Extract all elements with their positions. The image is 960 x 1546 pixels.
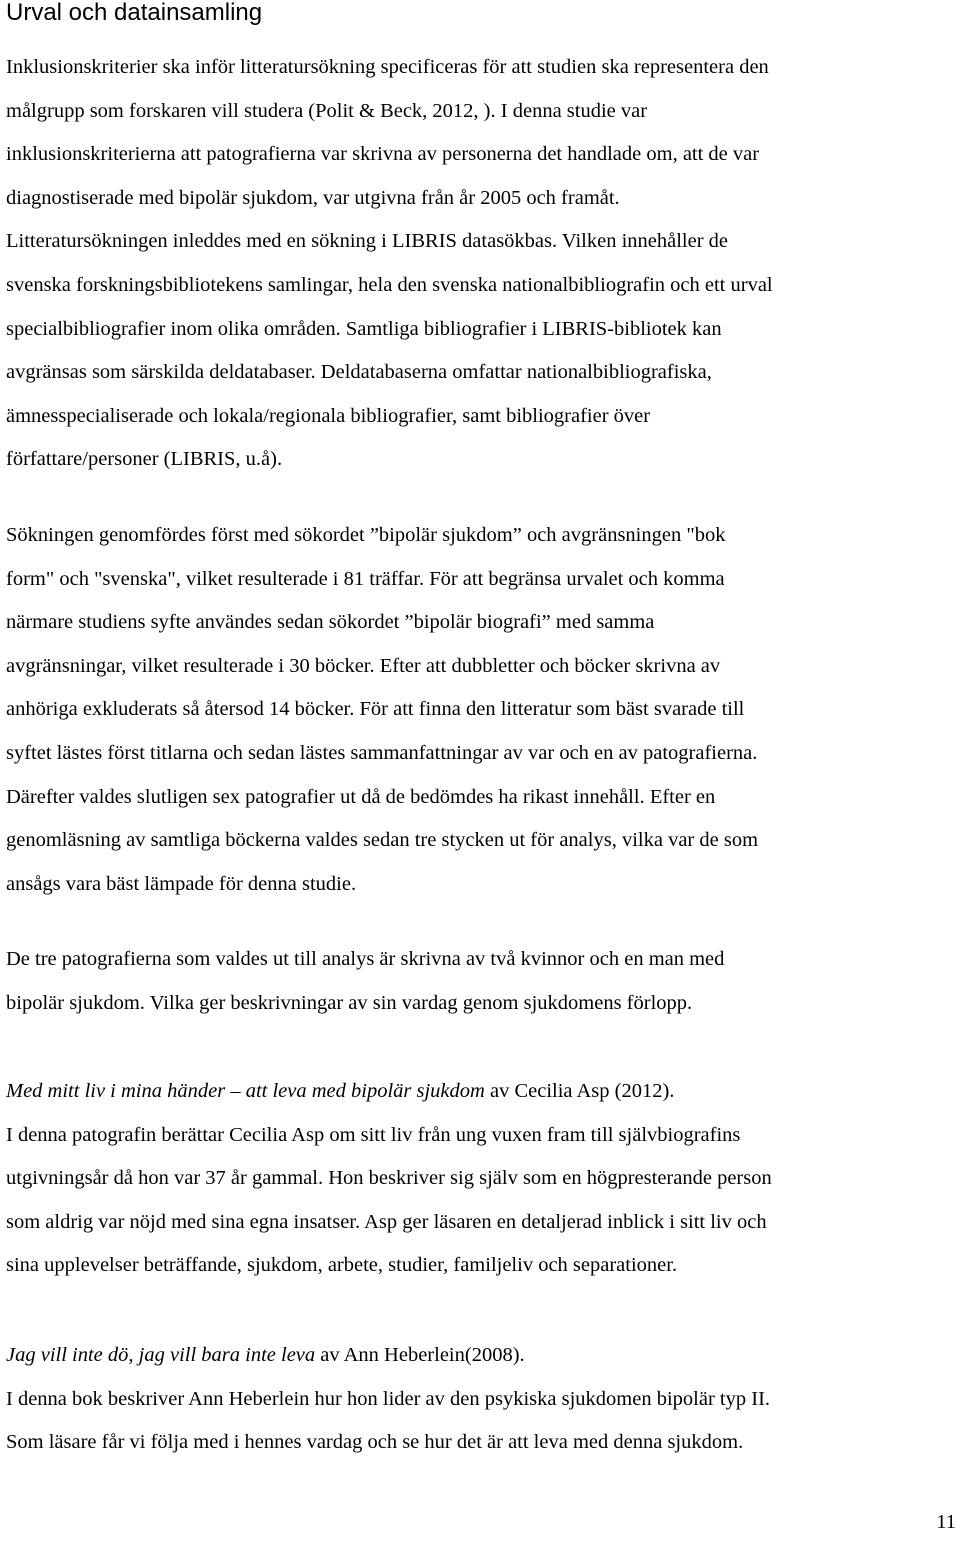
- text-line: Inklusionskriterier ska inför litteratursökning specificeras för att studien ska representera den: [6, 56, 769, 78]
- text-line: Sökningen genomfördes först med sökordet ”bipolär sjukdom” och avgränsningen "bok: [6, 524, 726, 546]
- paragraph-inclusion-criteria: [6, 46, 773, 482]
- document-page: [6, 0, 960, 1454]
- paragraph-selected-pathographies: [6, 938, 724, 1025]
- text-line: som aldrig var nöjd med sina egna insatser. Asp ger läsaren en detaljerad inblick i sitt liv och: [6, 1210, 767, 1233]
- book-author: av Cecilia Asp (2012).: [484, 1080, 675, 1102]
- text-line: inklusionskriterierna att patografierna var skrivna av personerna det handlade om, att de var: [6, 143, 760, 166]
- book-entry-asp: [6, 1070, 772, 1288]
- text-line: form" och "svenska", vilket resulterade i 81 träffar. För att begränsa urvalet och komma: [6, 567, 725, 590]
- book-author: av Ann Heberlein(2008).: [315, 1344, 525, 1366]
- book-title: Med mitt liv i mina händer – att leva med bipolär sjukdom: [6, 1080, 485, 1102]
- book-citation: [6, 1070, 772, 1114]
- paragraph-search-process: [6, 514, 758, 906]
- book-citation: [6, 1334, 770, 1378]
- text-line: sina upplevelser beträffande, sjukdom, arbete, studier, familjeliv och separationer.: [6, 1254, 678, 1277]
- text-line: avgränsningar, vilket resulterade i 30 böcker. Efter att dubbletter och böcker skrivna av: [6, 654, 721, 677]
- text-line: målgrupp som forskaren vill studera (Polit & Beck, 2012, ). I denna studie var: [6, 99, 648, 122]
- text-line: ämnesspecialiserade och lokala/regionala bibliografier, samt bibliografier över: [6, 404, 651, 427]
- text-line: Som läsare får vi följa med i hennes vardag och se hur det är att leva med denna sjukdom.: [6, 1431, 744, 1454]
- text-line: närmare studiens syfte användes sedan sökordet ”bipolär biografi” med samma: [6, 611, 655, 634]
- text-line: Därefter valdes slutligen sex patografier ut då de bedömdes ha rikast innehåll. Efter en: [6, 785, 716, 808]
- text-line: författare/personer (LIBRIS, u.å).: [6, 448, 283, 471]
- text-line: ansågs vara bäst lämpade för denna studie.: [6, 872, 357, 895]
- text-line: specialbibliografier inom olika områden. Samtliga bibliografier i LIBRIS-bibliotek kan: [6, 317, 722, 340]
- text-line: genomläsning av samtliga böckerna valdes sedan tre stycken ut för analys, vilka var de som: [6, 829, 759, 852]
- text-line: svenska forskningsbibliotekens samlingar, hela den svenska nationalbibliografin och ett urval: [6, 273, 773, 296]
- text-line: utgivningsår då hon var 37 år gammal. Hon beskriver sig själv som en högpresterande person: [6, 1167, 772, 1190]
- text-line: avgränsas som särskilda deldatabaser. Deldatabaserna omfattar nationalbibliografiska,: [6, 361, 712, 384]
- text-line: anhöriga exkluderats så återsod 14 böcker. För att finna den litteratur som bäst svarade till: [6, 698, 745, 721]
- text-line: syftet lästes först titlarna och sedan lästes sammanfattningar av var och en av patografierna.: [6, 741, 758, 764]
- section-heading: Urval och datainsamling: [6, 0, 263, 26]
- text-line: De tre patografierna som valdes ut till analys är skrivna av två kvinnor och en man med: [6, 948, 725, 970]
- book-title: Jag vill inte dö, jag vill bara inte leva: [6, 1344, 316, 1366]
- page-number: 11: [936, 1511, 956, 1533]
- text-line: I denna patografin berättar Cecilia Asp om sitt liv från ung vuxen fram till självbiografins: [6, 1123, 741, 1146]
- text-line: diagnostiserade med bipolär sjukdom, var utgivna från år 2005 och framåt.: [6, 186, 620, 209]
- text-line: I denna bok beskriver Ann Heberlein hur hon lider av den psykiska sjukdomen bipolär typ II.: [6, 1387, 771, 1410]
- text-line: bipolär sjukdom. Vilka ger beskrivningar av sin vardag genom sjukdomens förlopp.: [6, 991, 693, 1014]
- text-line: Litteratursökningen inleddes med en sökning i LIBRIS datasökbas. Vilken innehåller de: [6, 230, 729, 253]
- book-entry-heberlein: [6, 1334, 770, 1465]
